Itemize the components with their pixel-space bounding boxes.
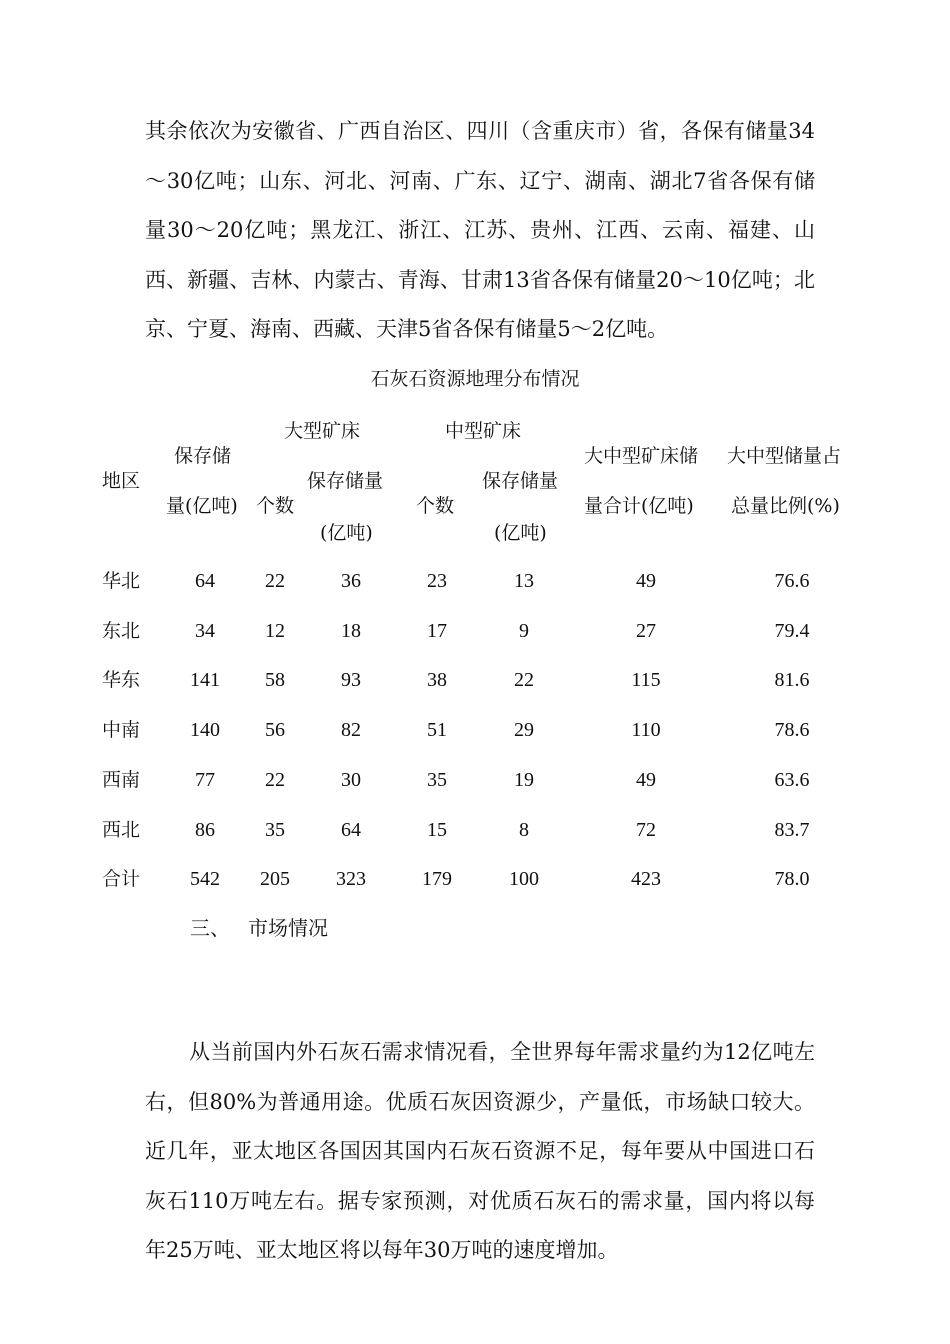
table-cell: 12 [265, 619, 285, 642]
intro-paragraph: 其余依次为安徽省、广西自治区、四川（含重庆市）省，各保有储量34～30亿吨；山东、河北、河南、广东、辽宁、湖南、湖北7省各保有储量30～20亿吨；黑龙江、浙江、江苏、贵州、江西、云南、福建、山西、新疆、吉林、内蒙古、青海、甘肃13省各保有储量20～10亿吨；北京、宁夏、海南、西藏、天津5省各保有储量5～2亿吨。 [145, 119, 815, 341]
header-large-group: 大型矿床 [284, 420, 361, 442]
table-cell: 72 [636, 818, 656, 841]
table-cell: 141 [190, 669, 220, 692]
table-cell: 64 [195, 570, 215, 592]
table-cell: 22 [265, 768, 285, 791]
table-cell: 140 [190, 719, 220, 742]
table-cell: 93 [341, 669, 361, 692]
table-cell: 49 [636, 768, 656, 791]
table-cell: 115 [631, 669, 661, 692]
section-title: 市场情况 [248, 916, 328, 940]
header-medium-count: 个数 [416, 495, 455, 517]
table-cell: 49 [636, 570, 656, 592]
table-cell: 542 [190, 868, 220, 891]
table-cell: 23 [427, 570, 447, 592]
section-heading [190, 915, 328, 941]
table-cell: 22 [514, 669, 534, 692]
table-cell: 79.4 [774, 619, 810, 642]
table-cell: 63.6 [774, 768, 810, 791]
table-cell: 13 [514, 570, 534, 592]
table-cell: 64 [341, 818, 361, 841]
table-cell: 22 [265, 570, 285, 592]
header-region: 地区 [102, 470, 141, 492]
table-cell: 19 [514, 768, 534, 791]
table-cell: 179 [422, 868, 452, 891]
table-cell: 78.0 [774, 868, 810, 891]
table-cell: 18 [341, 619, 361, 642]
table-cell: 81.6 [774, 669, 810, 692]
table-cell: 35 [265, 818, 285, 841]
table-cell: 56 [265, 719, 285, 742]
table-cell: 8 [519, 818, 529, 841]
table-cell: 36 [341, 570, 361, 592]
row-region-cell: 西南 [102, 768, 141, 791]
table-cell: 83.7 [774, 818, 810, 841]
table-cell: 86 [195, 818, 215, 841]
table-cell: 30 [341, 768, 361, 791]
header-large-reserve-line2: (亿吨) [320, 522, 373, 544]
header-reserve-line2: 量(亿吨) [166, 495, 238, 517]
table-cell: 82 [341, 719, 361, 742]
table-cell: 77 [195, 768, 215, 791]
header-total-line2: 量合计(亿吨) [584, 495, 694, 517]
header-total-line1: 大中型矿床储 [584, 445, 699, 467]
table-cell: 29 [514, 719, 534, 742]
header-medium-group: 中型矿床 [445, 420, 522, 442]
table-cell: 100 [509, 868, 539, 891]
table-cell: 58 [265, 669, 285, 692]
table-cell: 323 [336, 868, 366, 891]
header-medium-reserve-line2: (亿吨) [494, 522, 547, 544]
table-cell: 205 [260, 868, 290, 891]
row-region-cell: 华北 [102, 570, 141, 592]
table-caption: 石灰石资源地理分布情况 [370, 368, 580, 390]
header-large-count: 个数 [256, 495, 295, 517]
table-cell: 38 [427, 669, 447, 692]
table-cell: 423 [631, 868, 661, 891]
table-cell: 110 [631, 719, 661, 742]
table-cell: 78.6 [774, 719, 810, 742]
table-cell: 51 [427, 719, 447, 742]
table-cell: 17 [427, 619, 447, 642]
table-cell: 9 [519, 619, 529, 642]
header-ratio-line1: 大中型储量占 [727, 445, 842, 467]
table-cell: 35 [427, 768, 447, 791]
table-cell: 27 [636, 619, 656, 642]
row-region-cell: 合计 [102, 868, 141, 891]
section-number: 三、 [190, 916, 230, 940]
row-region-cell: 西北 [102, 818, 141, 841]
table-cell: 15 [427, 818, 447, 841]
row-region-cell: 中南 [102, 719, 141, 742]
table-cell: 34 [195, 619, 215, 642]
header-large-reserve-line1: 保存储量 [307, 470, 384, 492]
row-region-cell: 华东 [102, 669, 141, 692]
table-cell: 76.6 [774, 570, 810, 592]
market-paragraph: 从当前国内外石灰石需求情况看，全世界每年需求量约为12亿吨左右，但80%为普通用途。优质石灰因资源少，产量低，市场缺口较大。近几年，亚太地区各国因其国内石灰石资源不足，每年要从中国进口石灰石110万吨左右。据专家预测，对优质石灰石的需求量，国内将以每年25万吨、亚太地区将以每年30万吨的速度增加。 [145, 1040, 815, 1262]
header-ratio-line2: 总量比例(%) [731, 495, 840, 517]
header-reserve-line1: 保存储 [174, 445, 232, 467]
row-region-cell: 东北 [102, 619, 141, 642]
header-medium-reserve-line1: 保存储量 [482, 470, 559, 492]
